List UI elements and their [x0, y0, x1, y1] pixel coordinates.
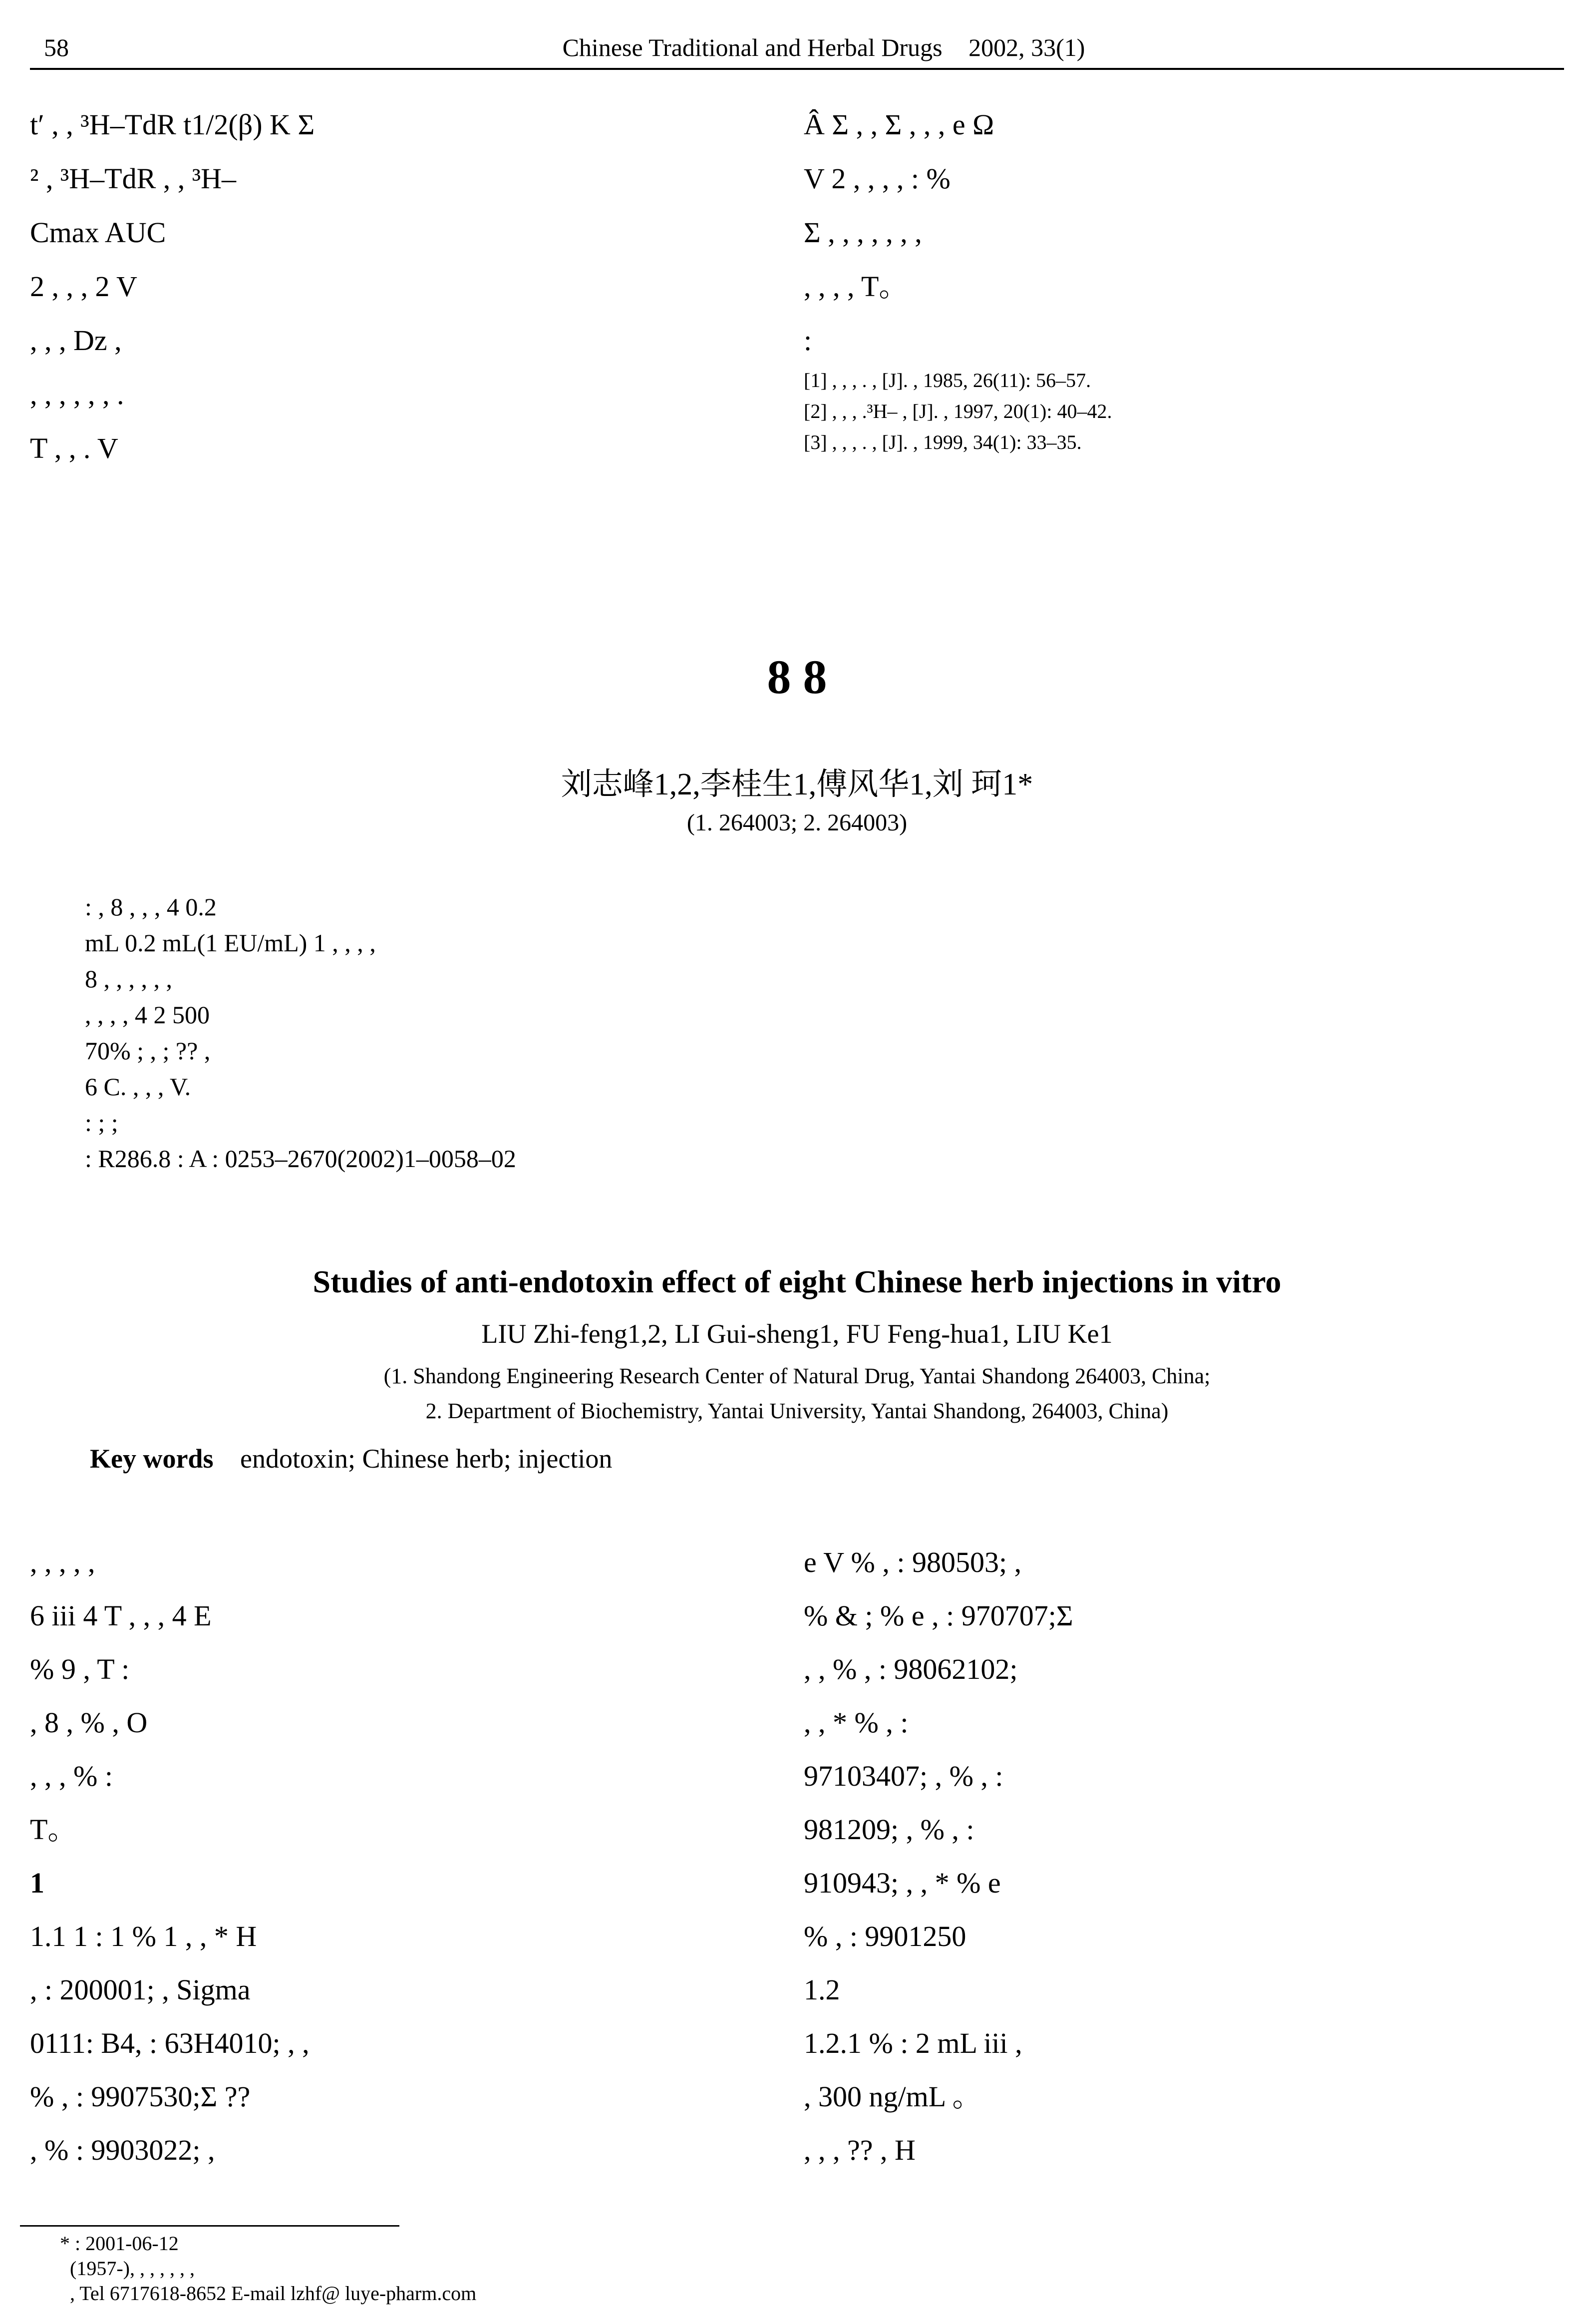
- text-line: , , , ?? , H: [804, 2134, 916, 2166]
- text-line: , : 200001; , Sigma: [30, 1973, 251, 2006]
- text-line: V 2 , , , , : %: [804, 162, 951, 195]
- text-line: 97103407; , % , :: [804, 1760, 1003, 1792]
- header-rule: [30, 68, 1564, 70]
- references-heading: :: [804, 324, 812, 357]
- abstract-line: , , , , 4 2 500: [85, 1001, 210, 1029]
- text-line: , % : 9903022; ,: [30, 2134, 215, 2166]
- text-line: 1.2.1 % : 2 mL iii ,: [804, 2027, 1022, 2059]
- text-line: , , % , : 98062102;: [804, 1653, 1018, 1685]
- abstract-line: mL 0.2 mL(1 EU/mL) 1 , , , ,: [85, 929, 376, 957]
- text-line: Â Σ , , Σ , , , e Ω: [804, 108, 994, 141]
- journal-name: Chinese Traditional and Herbal Drugs: [562, 33, 943, 61]
- abstract-line: 8 , , , , , ,: [85, 965, 172, 993]
- top-left-column: [30, 98, 769, 475]
- text-line: , , * % , :: [804, 1706, 909, 1739]
- author-contact-line: , Tel 6717618-8652 E-mail lzhf@ luye-pharm.com: [70, 2282, 477, 2305]
- text-line: 0111: B4, : 63H4010; , ,: [30, 2027, 310, 2059]
- text-line: 6 iii 4 T , , , 4 E: [30, 1599, 212, 1632]
- affiliation-cn: (1. 264003; 2. 264003): [686, 809, 908, 836]
- text-line: ² , ³H–TdR , , ³H–: [30, 162, 237, 195]
- text-line: T。: [30, 1813, 77, 1846]
- affiliation-en-1: (1. Shandong Engineering Research Center of Natural Drug, Yantai Shandong 264003, China;: [383, 1364, 1211, 1388]
- text-line: T , , . V: [30, 432, 118, 464]
- body-left-column: [30, 1536, 769, 2177]
- article-title-en: Studies of anti-endotoxin effect of eight Chinese herb injections in vitro: [313, 1264, 1281, 1299]
- text-line: 981209; , % , :: [804, 1813, 974, 1846]
- text-line: , , , , ,: [30, 1546, 95, 1578]
- reference-item: [3] , , , . , [J]. , 1999, 34(1): 33–35.: [804, 431, 1082, 453]
- references-list: [804, 368, 1563, 460]
- section-heading: 1: [30, 1867, 44, 1899]
- page-number: 58: [44, 33, 69, 61]
- body-right-column: [804, 1536, 1563, 2177]
- text-line: , , , Dz ,: [30, 324, 122, 357]
- reference-item: [2] , , , .³H– , [J]. , 1997, 20(1): 40–42.: [804, 400, 1112, 422]
- footnote-rule: [20, 2225, 399, 2227]
- title-number: 8: [767, 650, 791, 704]
- reference-item: [1] , , , . , [J]. , 1985, 26(11): 56–57.: [804, 369, 1091, 391]
- authors-cn: 刘志峰1,2,李桂生1,傅风华1,刘 珂1*: [561, 768, 1033, 801]
- text-line: % , : 9901250: [804, 1920, 966, 1952]
- article-title-cn: 8 8: [767, 650, 827, 704]
- subsection-heading: 1.2: [804, 1973, 840, 2006]
- text-line: % , : 9907530;Σ ??: [30, 2080, 251, 2113]
- keywords-en: [90, 1443, 612, 1474]
- abstract-line: 6 C. , , , V.: [85, 1073, 191, 1101]
- text-line: % 9 , T :: [30, 1653, 130, 1685]
- abstract-line: 70% ; , ; ?? ,: [85, 1037, 211, 1065]
- keywords-value: endotoxin; Chinese herb; injection: [240, 1444, 613, 1474]
- text-line: , , , , T。: [804, 270, 908, 303]
- running-header: [349, 33, 1298, 62]
- journal-issue: 2002, 33(1): [968, 33, 1085, 61]
- keywords-cn: : ; ;: [85, 1109, 118, 1137]
- top-right-column: [804, 98, 1563, 368]
- text-line: , , , , , , .: [30, 378, 124, 410]
- classification-line: : R286.8 : A : 0253–2670(2002)1–0058–02: [85, 1145, 516, 1172]
- text-line: , 300 ng/mL 。: [804, 2080, 981, 2113]
- text-line: e V % , : 980503; ,: [804, 1546, 1022, 1578]
- received-date: * : 2001-06-12: [60, 2232, 179, 2255]
- text-line: 910943; , , * % e: [804, 1867, 1001, 1899]
- authors-en: LIU Zhi-feng1,2, LI Gui-sheng1, FU Feng-hua1, LIU Ke1: [481, 1319, 1113, 1349]
- text-line: , 8 , % , O: [30, 1706, 148, 1739]
- affiliation-en-2: 2. Department of Biochemistry, Yantai University, Yantai Shandong, 264003, China): [425, 1399, 1169, 1423]
- abstract-cn: [85, 889, 1533, 1176]
- text-line: tʹ , , ³H–TdR t1/2(β) K Σ: [30, 108, 315, 141]
- text-line: , , , % :: [30, 1760, 113, 1792]
- text-line: Σ , , , , , , ,: [804, 216, 922, 249]
- text-line: 2 , , , 2 V: [30, 270, 137, 303]
- text-line: 1.1 1 : 1 % 1 , , * H: [30, 1920, 257, 1952]
- text-line: Cmax AUC: [30, 216, 166, 249]
- author-bio-line: (1957-), , , , , , ,: [70, 2257, 195, 2280]
- footnote: [60, 2231, 476, 2306]
- keywords-label: Key words: [90, 1444, 214, 1474]
- text-line: % & ; % e , : 970707;Σ: [804, 1599, 1073, 1632]
- abstract-line: : , 8 , , , 4 0.2: [85, 893, 217, 921]
